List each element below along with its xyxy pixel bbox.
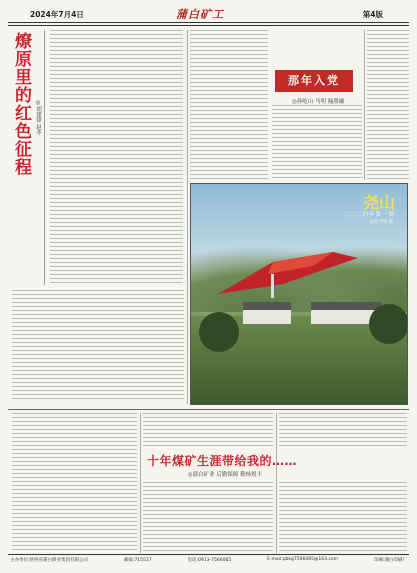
edition-number: 第4版	[362, 10, 383, 19]
story-body-col3-top	[279, 413, 407, 449]
footer-print: 印刷:蒲白印刷厂	[373, 558, 407, 563]
poem-title: 那年入党	[275, 70, 353, 92]
footer-phone: 电话:0913-7566065	[187, 558, 232, 563]
footer-postcode: 邮编:715517	[123, 558, 152, 563]
column-rule	[276, 413, 277, 553]
story-body-col2-bottom	[143, 482, 273, 552]
column-rule	[364, 30, 365, 180]
photo-subtitle: 二〇二四年第一期	[342, 212, 395, 218]
tree	[369, 304, 408, 344]
poem-author: ◎孙屹山 马明 翰墨融	[292, 99, 345, 105]
footer-publisher: 主办单位:陕西省蒲白煤业集团有限公司	[10, 558, 89, 563]
story-title: 十年煤矿生涯带给我的……	[146, 454, 297, 468]
poem-intro-text	[190, 30, 268, 180]
footer-rule	[8, 554, 409, 555]
title-divider	[44, 30, 45, 285]
header-rule-thin	[8, 25, 409, 26]
poem-continued-text	[367, 30, 409, 180]
story-body-col3-bottom	[279, 482, 407, 552]
story-author: ◎蒲白矿业 后勤保障 勤杨悦丰	[187, 472, 263, 478]
header-rule	[8, 22, 409, 23]
story-body-col1	[12, 413, 137, 551]
building	[243, 302, 291, 324]
page-footer	[10, 557, 407, 563]
newspaper-logo: 蒲白矿工	[176, 8, 224, 21]
column-rule	[140, 413, 141, 553]
article-body-col1	[50, 30, 183, 285]
photo-title: 尧山	[362, 193, 395, 212]
column-rule	[187, 30, 188, 404]
landscape-photo	[190, 183, 408, 405]
issue-date: 2024年7月4日	[30, 10, 84, 19]
section-rule	[8, 409, 409, 410]
photo-credit: ◎杜兴华 摄	[369, 220, 393, 225]
tree	[199, 312, 239, 352]
footer-email: E-mail:pbkg7566065@163.com	[267, 557, 339, 562]
story-body-col2-top	[143, 413, 273, 449]
article-body-col2	[12, 290, 184, 402]
article-author: ◎胡建锋 赵冬	[35, 100, 41, 136]
poem-text	[272, 105, 362, 180]
red-flag-monument-icon	[213, 244, 363, 299]
article-title-vertical: 燎原里的红色征程	[11, 32, 31, 176]
